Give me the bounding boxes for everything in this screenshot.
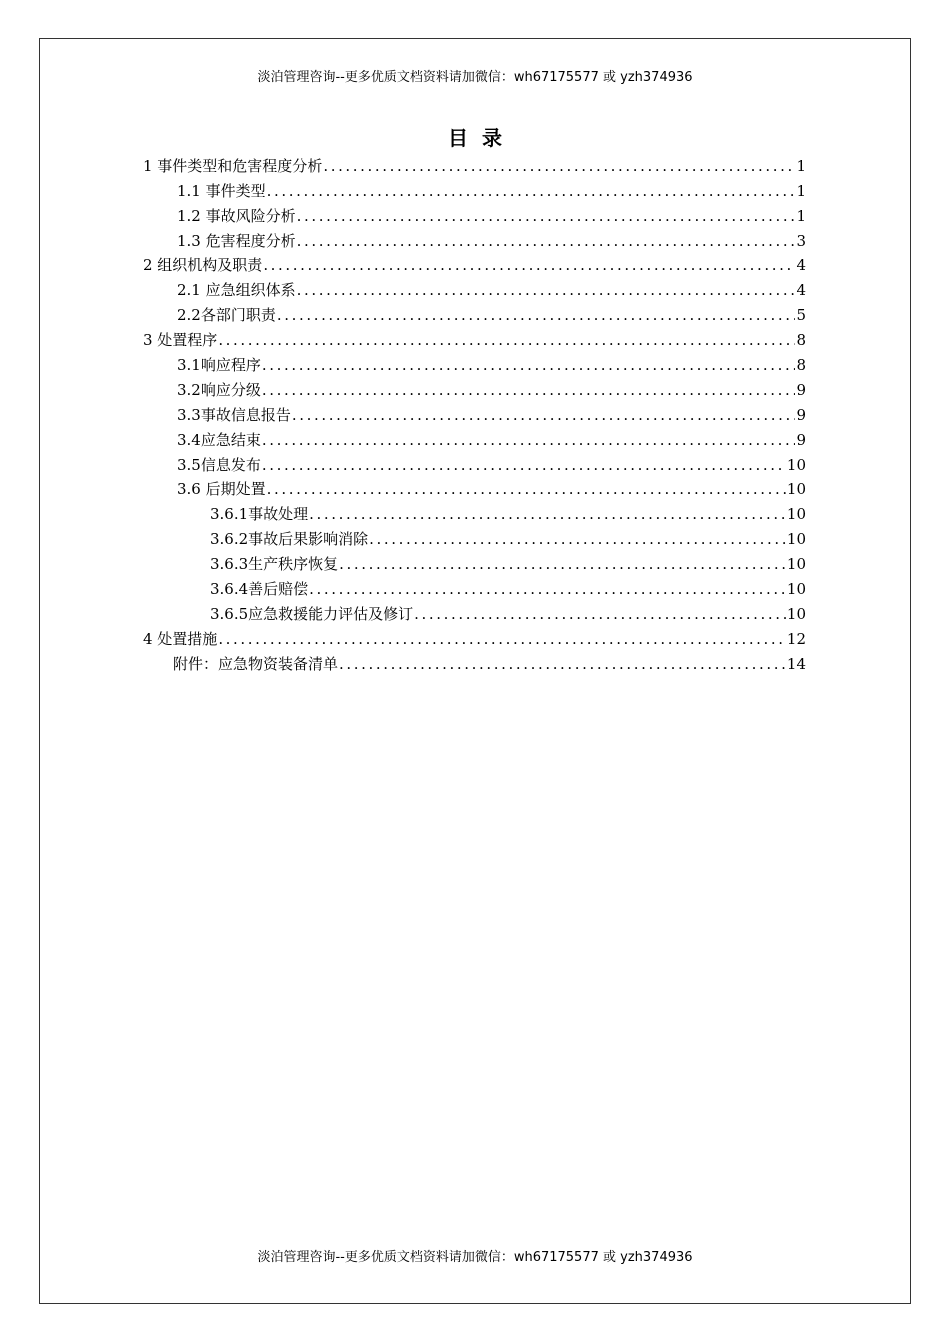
toc-entry[interactable] — [143, 599, 806, 624]
toc-entry[interactable] — [143, 524, 806, 549]
toc-page-number: 10 — [786, 530, 806, 549]
toc-page-number: 9 — [796, 430, 806, 449]
toc-page-number: 10 — [786, 505, 806, 524]
toc-page-number: 1 — [796, 206, 806, 225]
toc-entry[interactable] — [143, 624, 806, 649]
toc-entry[interactable] — [143, 275, 806, 300]
toc-leader-dots — [323, 156, 795, 176]
toc-entry[interactable] — [143, 475, 806, 500]
toc-leader-dots — [297, 206, 796, 226]
toc-entry-label: 3.2响应分级 — [177, 380, 261, 399]
toc-leader-dots — [267, 479, 786, 499]
toc-entry[interactable] — [143, 300, 806, 325]
toc-page-number: 10 — [786, 604, 806, 623]
toc-leader-dots — [339, 554, 786, 574]
toc-page-number: 14 — [786, 654, 806, 673]
toc-page-number: 3 — [796, 231, 806, 250]
toc-entry-label: 3.6.1事故处理 — [210, 505, 309, 524]
toc-leader-dots — [297, 231, 796, 251]
toc-entry-label: 3.3事故信息报告 — [177, 405, 291, 424]
toc-entry-label: 4 处置措施 — [143, 629, 218, 648]
toc-entry[interactable] — [143, 425, 806, 450]
toc-entry-label: 3 处置程序 — [143, 331, 218, 350]
toc-entry-label: 3.6.3生产秩序恢复 — [210, 555, 339, 574]
toc-leader-dots — [262, 380, 796, 400]
toc-entry-label: 1 事件类型和危害程度分析 — [143, 156, 323, 175]
toc-entry[interactable] — [143, 350, 806, 375]
toc-entry[interactable] — [143, 450, 806, 475]
toc-page-number: 9 — [796, 405, 806, 424]
toc-entry-label: 3.6 后期处置 — [177, 480, 266, 499]
toc-page-number: 10 — [786, 455, 806, 474]
toc-entry-label: 1.2 事故风险分析 — [177, 206, 296, 225]
toc-page-number: 5 — [796, 306, 806, 325]
toc-page-number: 4 — [796, 281, 806, 300]
toc-entry[interactable] — [143, 499, 806, 524]
toc-leader-dots — [262, 455, 786, 475]
toc-entry[interactable] — [143, 201, 806, 226]
toc-entry[interactable] — [143, 549, 806, 574]
toc-entry-label: 3.6.5应急救援能力评估及修订 — [210, 604, 414, 623]
toc-leader-dots — [297, 280, 796, 300]
toc-page-number: 10 — [786, 555, 806, 574]
toc-page-number: 9 — [796, 380, 806, 399]
toc-entry[interactable] — [143, 400, 806, 425]
toc-page-number: 10 — [786, 480, 806, 499]
toc-entry-label: 3.6.4善后赔偿 — [210, 580, 309, 599]
toc-entry[interactable] — [143, 151, 806, 176]
toc-entry-label: 3.1响应程序 — [177, 356, 261, 375]
table-of-contents — [143, 151, 806, 674]
toc-entry[interactable] — [143, 375, 806, 400]
toc-entry[interactable] — [143, 325, 806, 350]
toc-leader-dots — [309, 504, 786, 524]
toc-entry-label: 3.5信息发布 — [177, 455, 261, 474]
toc-leader-dots — [262, 430, 796, 450]
toc-leader-dots — [339, 654, 786, 674]
toc-leader-dots — [309, 579, 786, 599]
toc-entry-label: 附件：应急物资装备清单 — [173, 654, 339, 673]
toc-page-number: 10 — [786, 580, 806, 599]
toc-entry-label: 3.6.2事故后果影响消除 — [210, 530, 369, 549]
toc-entry-label: 2.2各部门职责 — [177, 306, 276, 325]
toc-page-number: 8 — [796, 356, 806, 375]
toc-leader-dots — [263, 255, 795, 275]
toc-entry[interactable] — [143, 176, 806, 201]
toc-page-number: 1 — [796, 181, 806, 200]
toc-page-number: 8 — [796, 331, 806, 350]
toc-leader-dots — [292, 405, 796, 425]
toc-entry[interactable] — [143, 251, 806, 276]
toc-leader-dots — [262, 355, 796, 375]
toc-entry[interactable] — [143, 226, 806, 251]
toc-title: 目录 — [448, 126, 516, 150]
toc-entry-label: 2.1 应急组织体系 — [177, 281, 296, 300]
toc-entry[interactable] — [143, 649, 806, 674]
toc-leader-dots — [277, 305, 796, 325]
toc-leader-dots — [218, 330, 795, 350]
toc-leader-dots — [369, 529, 786, 549]
footer-watermark: 淡泊管理咨询--更多优质文档资料请加微信：wh67175577 或 yzh374936 — [257, 1250, 693, 1265]
toc-leader-dots — [218, 629, 786, 649]
toc-entry-label: 1.1 事件类型 — [177, 181, 266, 200]
header-watermark: 淡泊管理咨询--更多优质文档资料请加微信：wh67175577 或 yzh374936 — [257, 70, 693, 85]
toc-page-number: 12 — [786, 629, 806, 648]
toc-leader-dots — [414, 604, 786, 624]
toc-entry[interactable] — [143, 574, 806, 599]
toc-entry-label: 3.4应急结束 — [177, 430, 261, 449]
toc-page-number: 4 — [796, 256, 806, 275]
toc-page-number: 1 — [796, 156, 806, 175]
toc-entry-label: 1.3 危害程度分析 — [177, 231, 296, 250]
toc-entry-label: 2 组织机构及职责 — [143, 256, 263, 275]
toc-leader-dots — [267, 181, 796, 201]
